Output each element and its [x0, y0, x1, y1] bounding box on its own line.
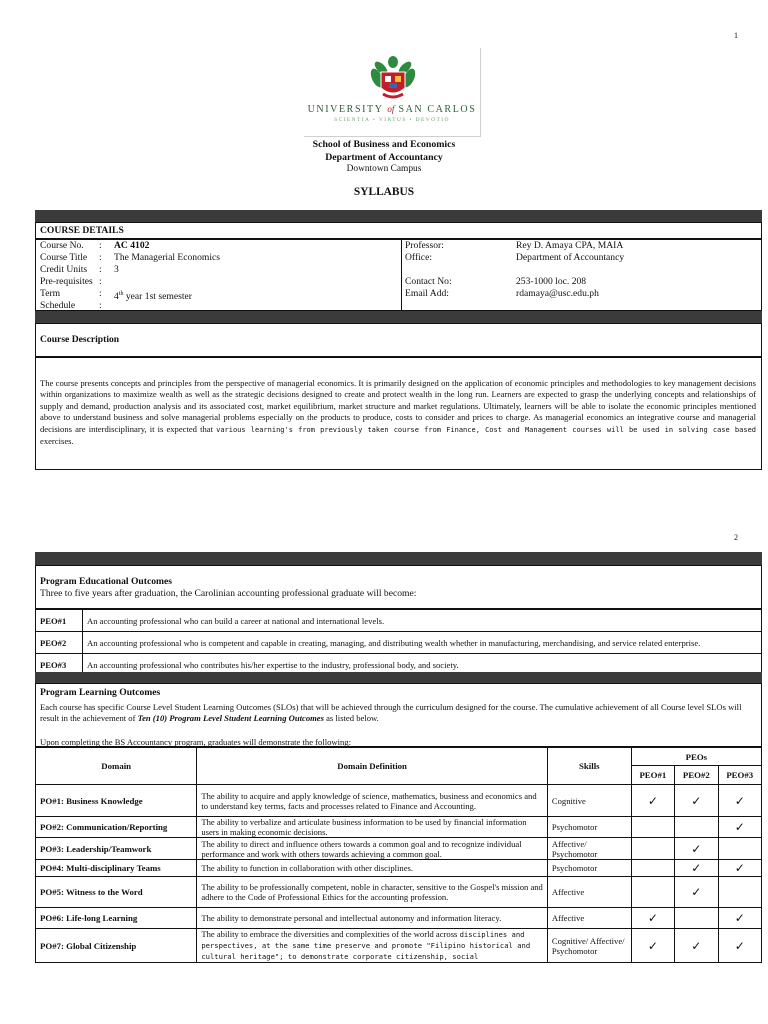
- definition-cell: The ability to embrace the diversities and complexities of the world across disciplines and perspectives, at the same time preserve and promote "Filipino historical and cultural heritage"; to demonstrate corporate citizenship, social: [197, 929, 548, 963]
- check-icon: ✓: [734, 793, 745, 808]
- email-value: rdamaya@usc.edu.ph: [516, 288, 599, 299]
- check-icon: ✓: [734, 911, 745, 925]
- skills-cell: Affective/ Psychomotor: [547, 838, 631, 860]
- plo-intro: Each course has specific Course Level Student Learning Outcomes (SLOs) that will be achieved through the curriculum designed for the course. The cumulative achievement of all Course level SLOs will result in the achievement of Ten (10) Program Level Student Learning Outcomes as listed below.: [40, 702, 742, 723]
- term-label: Term: [40, 288, 61, 299]
- department-name: Department of Accountancy: [325, 152, 443, 163]
- peo3-cell: [718, 817, 761, 838]
- email-label: Email Add:: [405, 288, 449, 299]
- peo-intro: Three to five years after graduation, the Carolinian accounting professional graduate will become:: [40, 588, 417, 599]
- definition-header: Domain Definition: [197, 748, 548, 785]
- section-divider: [35, 672, 762, 683]
- page-number: 2: [734, 533, 738, 542]
- peo2-cell: [675, 785, 718, 817]
- table-header-row: [36, 748, 762, 766]
- peo2-cell: [675, 817, 718, 838]
- peo3-header: PEO#3: [718, 766, 761, 785]
- peos-header: PEOs: [631, 748, 761, 766]
- university-name: UNIVERSITY of SAN CARLOS: [307, 104, 477, 115]
- peo3-cell: [718, 860, 761, 877]
- university-logo: [304, 48, 481, 137]
- peo1-cell: [631, 785, 674, 817]
- peo2-cell: [675, 908, 718, 929]
- course-details-heading: COURSE DETAILS: [40, 225, 124, 236]
- skills-cell: Affective: [547, 877, 631, 908]
- domain-header: Domain: [36, 748, 197, 785]
- domain-cell: PO#7: Global Citizenship: [36, 929, 197, 963]
- section-divider: [35, 311, 762, 323]
- domain-cell: PO#3: Leadership/Teamwork: [36, 838, 197, 860]
- table-row: [36, 632, 762, 654]
- course-details-box: [35, 239, 762, 311]
- peo1-cell: [631, 908, 674, 929]
- check-icon: ✓: [647, 938, 658, 953]
- peo-code: PEO#1: [36, 610, 83, 632]
- credit-units-label: Credit Units: [40, 264, 88, 275]
- check-icon: ✓: [734, 938, 745, 953]
- peo2-cell: [675, 877, 718, 908]
- check-icon: ✓: [691, 861, 702, 875]
- table-row: [36, 610, 762, 632]
- course-title-label: Course Title: [40, 252, 88, 263]
- peo1-cell: [631, 877, 674, 908]
- domain-cell: PO#2: Communication/Reporting: [36, 817, 197, 838]
- peo3-cell: [718, 838, 761, 860]
- credit-units-value: 3: [114, 264, 119, 275]
- peo2-cell: [675, 929, 718, 963]
- office-label: Office:: [405, 252, 432, 263]
- peo3-cell: [718, 877, 761, 908]
- table-row: [36, 877, 762, 908]
- definition-cell: The ability to acquire and apply knowledge of science, mathematics, business and economics and to understand key terms, facts and processes related to Finance and Accounting.: [197, 785, 548, 817]
- colon: :: [99, 264, 102, 275]
- program-outcomes-table: [35, 747, 762, 963]
- course-description-text: The course presents concepts and principles from the perspective of managerial economics. It is primarily designed on the application of economic principles and methodologies to key management decisions within organizations to maximize wealth as well as the strategic decisions designed to create and protect wealth in the long run. Learners are expected to grasp the underlying concepts and relationships of supply and demand, production analysis and its associated cost, market equilibrium, market structure and market regulations. Ultimately, learners will be able to isolate the economic principles mentioned above to understand business and solve managerial problems especially on the products to produce, costs to consider and prices to charge. As managerial economics an integrative course and managerial decisions are interdisciplinary, it is expected that various learning's from previously taken course from Finance, Cost and Management courses will be used in solving case based exercises.: [40, 378, 756, 447]
- table-row: [36, 908, 762, 929]
- check-icon: ✓: [734, 861, 745, 875]
- plo-intro-box: [35, 683, 762, 747]
- definition-cell: The ability to verbalize and articulate business information to be used by financial information users in making economic decisions.: [197, 817, 548, 838]
- check-icon: ✓: [691, 841, 702, 856]
- table-row: [36, 929, 762, 963]
- table-row: [36, 838, 762, 860]
- peo1-cell: [631, 817, 674, 838]
- definition-cell: The ability to direct and influence others towards a common goal and to recognize individual performance and work with others towards achieving a common goal.: [197, 838, 548, 860]
- domain-cell: PO#6: Life-long Learning: [36, 908, 197, 929]
- office-value: Department of Accountancy: [516, 252, 625, 263]
- peo-table: [35, 609, 762, 676]
- professor-value: Rey D. Amaya CPA, MAIA: [516, 240, 624, 251]
- university-motto: SCIENTIA • VIRTUS • DEVOTIO: [334, 117, 450, 123]
- definition-cell: The ability to demonstrate personal and intellectual autonomy and information literacy.: [197, 908, 548, 929]
- contact-label: Contact No:: [405, 276, 452, 287]
- peo-text: An accounting professional who contributes his/her expertise to the industry, professional body, and society.: [83, 654, 762, 676]
- check-icon: ✓: [691, 938, 702, 953]
- colon: :: [99, 240, 102, 251]
- skills-cell: Psychomotor: [547, 860, 631, 877]
- course-description-heading: Course Description: [40, 334, 120, 345]
- school-name: School of Business and Economics: [312, 139, 456, 150]
- campus-name: Downtown Campus: [346, 164, 422, 174]
- table-row: [36, 817, 762, 838]
- check-icon: ✓: [647, 793, 658, 808]
- domain-cell: PO#5: Witness to the Word: [36, 877, 197, 908]
- peo-code: PEO#2: [36, 632, 83, 654]
- colon: :: [99, 288, 102, 299]
- check-icon: ✓: [734, 820, 745, 834]
- peo-text: An accounting professional who is competent and capable in creating, managing, and distributing wealth whether in manufacturing, merchandising, and service related enterprise.: [83, 632, 762, 654]
- definition-cell: The ability to be professionally competent, noble in character, sensitive to the Gospel's mission and adhere to the Code of Professional Ethics for the accounting profession.: [197, 877, 548, 908]
- peo1-header: PEO#1: [631, 766, 674, 785]
- check-icon: ✓: [691, 885, 702, 899]
- check-icon: ✓: [691, 793, 702, 808]
- plo-heading: Program Learning Outcomes: [40, 687, 161, 698]
- peo3-cell: [718, 908, 761, 929]
- peo1-cell: [631, 929, 674, 963]
- domain-cell: PO#1: Business Knowledge: [36, 785, 197, 817]
- colon: :: [99, 300, 102, 311]
- peo3-cell: [718, 785, 761, 817]
- skills-cell: Cognitive: [547, 785, 631, 817]
- check-icon: ✓: [647, 911, 658, 925]
- university-seal-icon: [367, 54, 419, 104]
- table-row: [36, 860, 762, 877]
- peo3-cell: [718, 929, 761, 963]
- course-description-heading-box: [35, 323, 762, 357]
- document-title: SYLLABUS: [353, 186, 415, 198]
- course-no-label: Course No.: [40, 240, 84, 251]
- skills-cell: Affective: [547, 908, 631, 929]
- definition-cell: The ability to function in collaboration with other disciplines.: [197, 860, 548, 877]
- peo-heading: Program Educational Outcomes: [40, 576, 172, 587]
- page-number: 1: [734, 31, 738, 40]
- peo1-cell: [631, 838, 674, 860]
- course-title-value: The Managerial Economics: [114, 252, 221, 263]
- peo2-cell: [675, 838, 718, 860]
- contact-value: 253-1000 loc. 208: [516, 276, 587, 287]
- skills-cell: Cognitive/ Affective/ Psychomotor: [547, 929, 631, 963]
- professor-label: Professor:: [405, 240, 444, 251]
- table-row: [36, 785, 762, 817]
- section-divider: [35, 552, 762, 565]
- peo2-cell: [675, 860, 718, 877]
- course-details-heading-box: [35, 222, 762, 239]
- peo2-header: PEO#2: [675, 766, 718, 785]
- peo-heading-box: [35, 565, 762, 609]
- prerequisites-label: Pre-requisites: [40, 276, 93, 287]
- peo1-cell: [631, 860, 674, 877]
- schedule-label: Schedule: [40, 300, 76, 311]
- colon: :: [99, 252, 102, 263]
- skills-header: Skills: [547, 748, 631, 785]
- peo-code: PEO#3: [36, 654, 83, 676]
- domain-cell: PO#4: Multi-disciplinary Teams: [36, 860, 197, 877]
- skills-cell: Psychomotor: [547, 817, 631, 838]
- column-divider: [401, 240, 402, 310]
- course-no-value: AC 4102: [114, 240, 150, 251]
- section-divider: [35, 210, 762, 222]
- plo-upon: Upon completing the BS Accountancy program, graduates will demonstrate the following:: [40, 737, 351, 747]
- peo-text: An accounting professional who can build a career at national and international levels.: [83, 610, 762, 632]
- term-value: 4th year 1st semester: [114, 291, 192, 303]
- colon: :: [99, 276, 102, 287]
